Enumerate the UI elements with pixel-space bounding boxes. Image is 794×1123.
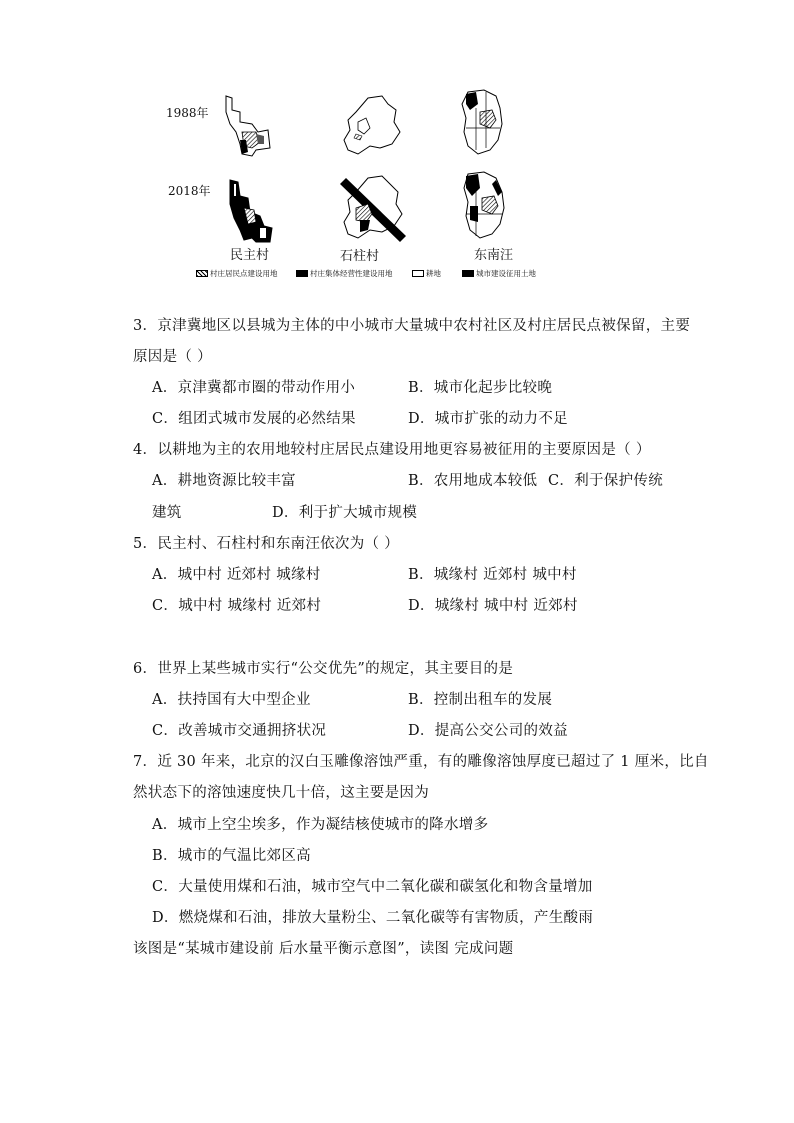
village-label-shizhu: 石柱村 bbox=[340, 249, 380, 264]
legend-swatch-white bbox=[412, 270, 424, 277]
legend-label: 城市建设征用土地 bbox=[476, 269, 536, 278]
question-3-stem: 3．京津冀地区以县城为主体的中小城市大量城中农村社区及村庄居民点被保留，主要 bbox=[133, 318, 691, 334]
question-6-option-a: A．扶持国有大中型企业 bbox=[152, 692, 311, 708]
legend-label: 村庄居民点建设用地 bbox=[210, 269, 278, 278]
legend-swatch-hatch bbox=[196, 270, 208, 277]
legend-item bbox=[196, 268, 278, 279]
question-6-option-c: C．改善城市交通拥挤状况 bbox=[152, 723, 327, 739]
question-3-option-a: A．京津冀都市圈的带动作用小 bbox=[152, 380, 356, 396]
legend-swatch-black bbox=[462, 270, 474, 277]
question-7-option-d: D．燃烧煤和石油，排放大量粉尘、二氧化碳等有害物质，产生酸雨 bbox=[152, 910, 594, 926]
village-landuse-figure bbox=[160, 88, 560, 288]
map-dongnan-1988 bbox=[462, 90, 502, 154]
question-3-stem-cont: 原因是（ ） bbox=[133, 349, 212, 365]
legend-item bbox=[412, 268, 441, 279]
year-label-2018: 2018年 bbox=[168, 184, 211, 198]
question-7-option-a: A．城市上空尘埃多，作为凝结核使城市的降水增多 bbox=[152, 817, 489, 833]
question-3-option-c: C．组团式城市发展的必然结果 bbox=[152, 411, 356, 427]
question-6-option-d: D．提高公交公司的效益 bbox=[408, 723, 568, 739]
question-5-option-a: A．城中村 近郊村 城缘村 bbox=[152, 567, 321, 583]
village-maps bbox=[160, 88, 560, 268]
question-7-stem: 7．近 30 年来，北京的汉白玉雕像溶蚀严重，有的雕像溶蚀厚度已超过了 1 厘米，比自 bbox=[133, 754, 709, 770]
map-shizhu-1988 bbox=[344, 96, 400, 154]
map-minzhu-2018 bbox=[230, 180, 272, 242]
map-shizhu-2018 bbox=[340, 176, 406, 242]
question-7-stem-cont: 然状态下的溶蚀速度快几十倍，这主要是因为 bbox=[133, 785, 429, 801]
legend-swatch-black bbox=[296, 270, 308, 277]
question-5-stem: 5．民主村、石柱村和东南汪依次为（ ） bbox=[133, 536, 400, 552]
village-label-minzhu: 民主村 bbox=[230, 248, 270, 263]
question-4-option-c-cont: 建筑 bbox=[152, 505, 182, 521]
map-dongnan-2018 bbox=[464, 172, 504, 238]
map-minzhu-1988 bbox=[226, 96, 270, 156]
legend-item bbox=[462, 268, 536, 279]
question-4-option-b: B．农用地成本较低 bbox=[408, 473, 538, 489]
question-4-stem: 4．以耕地为主的农用地较村庄居民点建设用地更容易被征用的主要原因是（ ） bbox=[133, 442, 651, 458]
question-4-option-d: D．利于扩大城市规模 bbox=[272, 505, 418, 521]
question-5-option-b: B．城缘村 近郊村 城中村 bbox=[408, 567, 577, 583]
question-5-option-d: D．城缘村 城中村 近郊村 bbox=[408, 598, 578, 614]
question-7-option-b: B．城市的气温比郊区高 bbox=[152, 848, 311, 864]
village-label-dongnan: 东南汪 bbox=[474, 248, 514, 263]
question-6-option-b: B．控制出租车的发展 bbox=[408, 692, 553, 708]
legend-item bbox=[296, 268, 393, 279]
question-3-option-d: D．城市扩张的动力不足 bbox=[408, 411, 568, 427]
next-figure-intro: 该图是“某城市建设前 后水量平衡示意图”，读图 完成问题 bbox=[133, 941, 514, 957]
legend-label: 耕地 bbox=[426, 269, 441, 278]
question-6-stem: 6．世界上某些城市实行“公交优先”的规定，其主要目的是 bbox=[133, 661, 514, 677]
question-3-option-b: B．城市化起步比较晚 bbox=[408, 380, 553, 396]
question-7-option-c: C．大量使用煤和石油，城市空气中二氧化碳和碳氢化和物含量增加 bbox=[152, 879, 593, 895]
legend-label: 村庄集体经营性建设用地 bbox=[310, 269, 393, 278]
question-5-option-c: C．城中村 城缘村 近郊村 bbox=[152, 598, 322, 614]
question-4-option-a: A．耕地资源比较丰富 bbox=[152, 473, 296, 489]
question-4-option-c: C．利于保护传统 bbox=[548, 473, 663, 489]
year-label-1988: 1988年 bbox=[166, 106, 209, 120]
